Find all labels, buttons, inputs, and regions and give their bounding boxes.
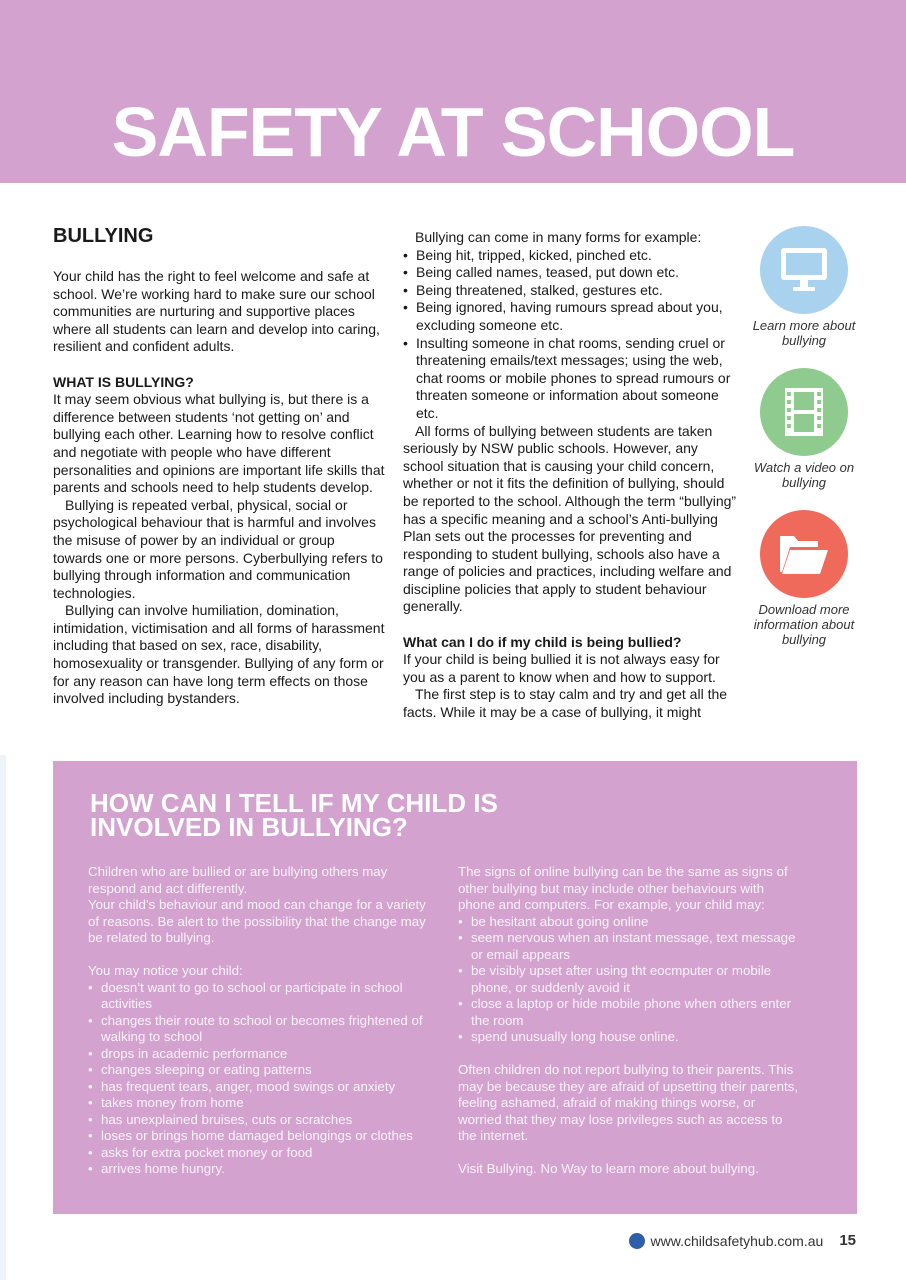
list-item: • has frequent tears, anger, mood swings or anxiety (88, 1079, 428, 1096)
paragraph: The signs of online bullying can be the same as signs of other bullying but may include other behaviours with phone and computers. For example, your child may: (458, 864, 788, 912)
left-column (53, 224, 385, 708)
folder-icon (760, 510, 848, 598)
list-item: • Being called names, teased, put down etc. (403, 264, 739, 282)
box-left-column (88, 864, 428, 1178)
intro-paragraph: Your child has the right to feel welcome and safe at school. We’re working hard to make sure our school communities are nurturing and supportive places where all students can learn and develop into caring, resilient and confident adults. (53, 268, 380, 355)
list-item: • Insulting someone in chat rooms, sending cruel or threatening emails/text messages; using the web, chat rooms or mobile phones to spread rumours or threaten someone or information about someone etc. (403, 335, 739, 423)
signs-list (88, 980, 428, 1178)
middle-column (403, 229, 739, 722)
learn-more-link[interactable] (752, 226, 856, 348)
section-heading: BULLYING (53, 225, 154, 247)
download-info-link[interactable] (752, 510, 856, 647)
bullying-forms-list (403, 247, 739, 423)
list-item: • be visibly upset after using tht eocmputer or mobile phone, or suddenly avoid it (458, 963, 798, 996)
list-item: • changes their route to school or becomes frightened of walking to school (88, 1013, 428, 1046)
list-item: • close a laptop or hide mobile phone when others enter the room (458, 996, 798, 1029)
globe-icon (629, 1233, 645, 1249)
list-item: • Being hit, tripped, kicked, pinched etc. (403, 247, 739, 265)
header-band (0, 0, 906, 183)
watch-video-link[interactable] (752, 368, 856, 490)
paragraph: The first step is to stay calm and try and get all the facts. While it may be a case of bullying, it might (403, 686, 728, 721)
list-item: • doesn’t want to go to school or participate in school activities (88, 980, 428, 1013)
list-item: • asks for extra pocket money or food (88, 1145, 428, 1162)
paragraph: Bullying can involve humiliation, domination, intimidation, victimisation and all forms of harassment including that based on sex, race, disability, homosexuality or transgender. Bullying of any form or for any reason can have long term effects on those involved including bystanders. (53, 602, 385, 707)
list-item: • loses or brings home damaged belongings or clothes (88, 1128, 428, 1145)
list-item: • Being ignored, having rumours spread about you, excluding someone etc. (403, 299, 739, 334)
subheading: WHAT IS BULLYING? (53, 373, 194, 390)
list-item: • seem nervous when an instant message, text message or email appears (458, 930, 798, 963)
paragraph: Often children do not report bullying to their parents. This may be because they are afraid of upsetting their parents, feeling ashamed, afraid of making things worse, or worried that they may lose privileges such as access to the internet. (458, 1062, 799, 1143)
list-item: • takes money from home (88, 1095, 428, 1112)
page-edge (0, 755, 6, 1280)
list-item: • Being threatened, stalked, gestures etc. (403, 282, 739, 300)
monitor-icon (760, 226, 848, 314)
footer (629, 1232, 856, 1249)
list-item: • spend unusually long house online. (458, 1029, 798, 1046)
list-item: • has unexplained bruises, cuts or scratches (88, 1112, 428, 1129)
film-icon (760, 368, 848, 456)
page-title: SAFETY AT SCHOOL (111, 93, 795, 171)
paragraph: All forms of bullying between students are taken seriously by NSW public schools. However, any school situation that is causing your child concern, whether or not it fits the definition of bullying, should be reported to the school. Although the term “bullying” has a specific meaning and a school’s Anti-bullying Plan sets out the processes for preventing and responding to student bullying, schools also have a range of policies and practices, including welfare and discipline policies that apply to student behaviour generally. (403, 422, 737, 615)
online-signs-list (458, 914, 798, 1046)
link-caption: Watch a video on bullying (753, 460, 855, 490)
paragraph: You may notice your child: (88, 963, 243, 978)
list-item: • changes sleeping or eating patterns (88, 1062, 428, 1079)
paragraph: It may seem obvious what bullying is, but there is a difference between students ‘not getting on’ and bullying each other. Learning how to resolve conflict and negotiate with people who have different personalities and opinions are important life skills that parents and schools need to help students develop. (53, 391, 385, 496)
paragraph: Bullying can come in many forms for example: (415, 229, 702, 245)
website-link[interactable]: www.childsafetyhub.com.au (650, 1232, 824, 1249)
info-box (53, 761, 857, 1214)
link-caption: Learn more about bullying (752, 318, 856, 348)
subheading: What can I do if my child is being bullied? (403, 633, 682, 650)
box-heading: HOW CAN I TELL IF MY CHILD IS INVOLVED IN BULLYING? (90, 788, 498, 842)
paragraph: If your child is being bullied it is not always easy for you as a parent to know when and how to support. (403, 651, 720, 685)
paragraph: Bullying is repeated verbal, physical, social or psychological behaviour that is harmful and involves the misuse of power by an individual or group towards one or more persons. Cyberbullying refers to bullying through information and communication technologies. (53, 496, 383, 601)
paragraph: Visit Bullying. No Way to learn more about bullying. (458, 1161, 759, 1176)
list-item: • be hesitant about going online (458, 914, 798, 931)
page-number: 15 (839, 1232, 856, 1249)
list-item: • drops in academic performance (88, 1046, 428, 1063)
box-right-column (458, 864, 798, 1178)
list-item: • arrives home hungry. (88, 1161, 428, 1178)
resource-links (752, 226, 856, 667)
paragraph: Your child’s behaviour and mood can change for a variety of reasons. Be alert to the possibility that the change may be related to bullying. (88, 897, 426, 945)
link-caption: Download more information about bullying (753, 602, 855, 647)
paragraph: Children who are bullied or are bullying others may respond and act differently. (88, 864, 388, 896)
